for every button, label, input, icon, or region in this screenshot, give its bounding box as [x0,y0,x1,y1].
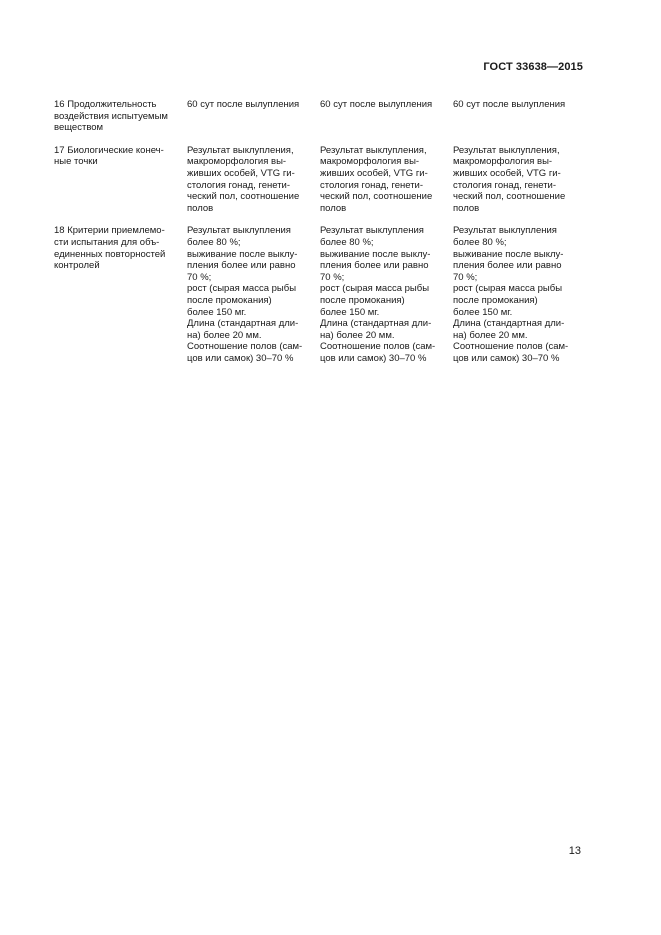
page-number: 13 [568,845,581,857]
value-cell: Результат выклупления более 80 %; выживание после выклу- пления более или равно 70 %; рост (сырая масса рыбы после промокания) более 150 мг. Длина (стандартная дли- на) более 20 мм. Соотношение полов (сам- цов или самок) 30–70 % [453,225,569,364]
value-cell: Результат выклупления более 80 %; выживание после выклу- пления более или равно 70 %; рост (сырая масса рыбы после промокания) более 150 мг. Длина (стандартная дли- на) более 20 мм. Соотношение полов (сам- цов или самок) 30–70 % [187,225,303,364]
value-cell: 60 сут после вылупления [320,99,433,110]
table-row [54,145,584,215]
table-row [54,225,584,364]
value-cell: 60 сут после вылупления [453,99,566,110]
value-cell: Результат выклупления более 80 %; выживание после выклу- пления более или равно 70 %; рост (сырая масса рыбы после промокания) более 150 мг. Длина (стандартная дли- на) более 20 мм. Соотношение полов (сам- цов или самок) 30–70 % [320,225,436,364]
parameter-cell: 17 Биологические конеч- ные точки [54,144,164,168]
table-row [54,99,584,134]
value-cell: Результат выклупления, макроморфология вы- живших особей, VTG ги- стология гонад, генети- ческий пол, соотношение полов [320,144,433,214]
parameter-cell: 16 Продолжительность воздействия испытуемым веществом [54,99,168,134]
parameter-cell: 18 Критерии приемлемо- сти испытания для объ- единенных повторностей контролей [54,225,166,272]
value-cell: Результат выклупления, макроморфология вы- живших особей, VTG ги- стология гонад, генети- ческий пол, соотношение полов [453,144,566,214]
document-header: ГОСТ 33638—2015 [483,61,583,73]
parameters-table [54,99,584,375]
value-cell: Результат выклупления, макроморфология вы- живших особей, VTG ги- стология гонад, генети- ческий пол, соотношение полов [187,144,300,214]
value-cell: 60 сут после вылупления [187,99,300,110]
